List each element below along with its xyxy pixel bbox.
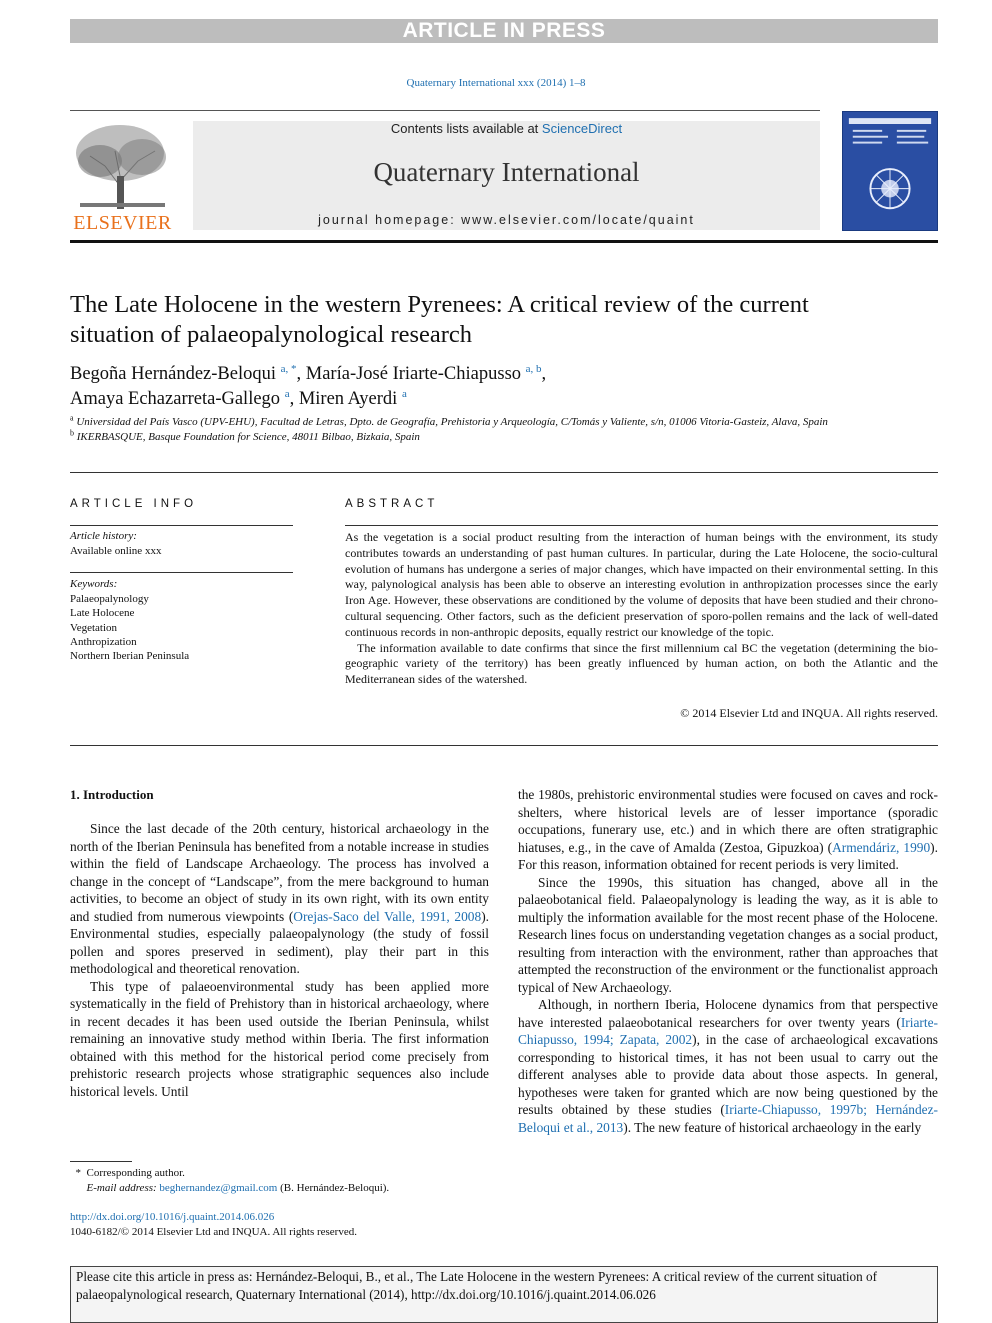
abstract-paragraph: The information available to date confirms that since the first millennium cal BC the vegetation (determining the bio-geographic variety of the territory) has been greatly influenced by human action, on both the Atlantic and the Mediterranean sides of the watershed. xyxy=(345,640,938,687)
body-text: Although, in northern Iberia, Holocene dynamics from that perspective have interested palaeobotanical researchers for over twenty years ( xyxy=(518,997,938,1030)
author-affil-mark[interactable]: a, * xyxy=(280,362,297,375)
author-name[interactable]: Begoña Hernández-Beloqui xyxy=(70,364,276,384)
body-text: ). For this reason, information obtained for recent periods is very limited. xyxy=(518,839,938,872)
body-text: ). Environmental studies, especially palaeopalynology (the study of fossil pollen and spores preserved in sediment), play their part in this methodological and theoretical renovation. xyxy=(70,908,489,976)
affiliation-b xyxy=(70,430,830,445)
journal-cover-thumbnail[interactable] xyxy=(842,111,938,231)
sciencedirect-link[interactable]: ScienceDirect xyxy=(541,121,623,136)
citation-text: Please cite this article in press as: Hernández-Beloqui, B., et al., The Late Holocene in the western Pyrenees: A critical review of the current situation of palaeopalynological research, Quaternary International (2014), http://dx.doi.org/10.1016/j.quaint.2014.06.026 xyxy=(76,1269,877,1302)
header-bottom-rule xyxy=(70,240,938,243)
author-name[interactable]: Miren Ayerdi xyxy=(298,389,398,409)
abstract-body xyxy=(345,530,938,688)
footnote-label: Corresponding author. xyxy=(86,1167,185,1179)
article-info-rule xyxy=(70,572,293,573)
affiliations xyxy=(70,415,830,445)
article-info-heading: ARTICLE INFO xyxy=(70,498,198,510)
keyword: Vegetation xyxy=(70,621,118,634)
body-column-left xyxy=(70,820,489,1100)
footnote-line xyxy=(70,1166,389,1181)
body-paragraph xyxy=(518,996,938,1136)
homepage-url[interactable]: www.elsevier.com/locate/quaint xyxy=(461,213,695,227)
homepage-prefix: journal homepage: xyxy=(318,213,462,227)
affiliation-a xyxy=(70,415,830,430)
footnote-email-line xyxy=(70,1181,389,1196)
keywords-label: Keywords: xyxy=(70,578,118,590)
citation-link[interactable]: Iriarte-Chiapusso, 1994; Zapata, 2002 xyxy=(518,1014,938,1047)
article-in-press-banner: ARTICLE IN PRESS xyxy=(70,19,938,43)
keyword: Palaeopalynology xyxy=(70,593,149,605)
contents-available-line xyxy=(193,121,820,136)
body-text: ). The new feature of historical archaeology in the early xyxy=(623,1119,922,1135)
body-paragraph xyxy=(518,874,938,997)
body-text: Since the last decade of the 20th century, historical archaeology in the north of the Iberian Peninsula has benefited from a notable increase in studies within the field of Landscape Archaeology. The process has involved a change in the concept of “Landscape”, from the mere background to human activities, to become an object of study in its own right, with its own entity and studied from numerous viewpoints ( xyxy=(70,821,489,924)
citation-link[interactable]: Orejas-Saco del Valle, 1991, 2008 xyxy=(293,908,482,924)
author-affil-mark[interactable]: a xyxy=(401,387,407,400)
affiliation-mark: b xyxy=(70,428,74,438)
author-name[interactable]: María-José Iriarte-Chiapusso xyxy=(305,364,522,384)
author-separator: , xyxy=(296,364,306,384)
header-top-rule xyxy=(70,110,820,111)
author-affil-mark[interactable]: a, b xyxy=(525,362,542,375)
journal-title: Quaternary International xyxy=(373,157,640,187)
footnote-mark: * xyxy=(75,1167,81,1179)
body-text: Since the 1990s, this situation has changed, above all in the palaeobotanical field. Palaeopalynology is leading the way, as it is able to multiply the information available for the most recent phase of the Holocene. Research lines focus on understanding vegetation changes as a social product, resulting from interaction with the environment, rather than approaches that attempted the reconstruction of the environment or the functionalist approach typical of New Archaeology. xyxy=(518,874,938,995)
section-rule xyxy=(70,472,938,473)
introduction-heading: 1. Introduction xyxy=(70,787,154,802)
email-label: E-mail address: xyxy=(86,1182,157,1194)
corresponding-author-footnote xyxy=(70,1166,389,1196)
citation-link[interactable]: Iriarte-Chiapusso, 1997b; Hernández-Beloqui et al., 2013 xyxy=(518,1102,938,1135)
keywords-list xyxy=(70,592,189,663)
email-link[interactable]: beghernandez@gmail.com xyxy=(159,1182,278,1194)
keyword: Northern Iberian Peninsula xyxy=(70,650,190,663)
author-separator: , xyxy=(541,364,547,384)
email-suffix: (B. Hernández-Beloqui). xyxy=(277,1182,390,1194)
footnote-rule xyxy=(70,1161,132,1162)
citation-link[interactable]: Armendáriz, 1990 xyxy=(832,839,931,855)
journal-homepage-line xyxy=(193,213,820,227)
abstract-paragraph: As the vegetation is a social product resulting from the interaction of human beings with the environment, its study contributes towards an understanding of past human cultures. In particular, during the Late Holocene, the socio-cultural evolution of humans has undergone a series of major changes, which have impacted on their environmental setting. In this way, palynological analysis has been able to observe an interesting evolution in anthropization processes since the early Iron Age. However, these observations are conditioned by the volume of deposits that have been studied and their chrono-cultural sequencing. Other factors, such as the deficient preservation of sporo-pollen remains and the lack of well-dated continuous records in non-anthropic deposits, equally restrict our knowledge of the topic. xyxy=(345,530,938,639)
author-name[interactable]: Amaya Echazarreta-Gallego xyxy=(70,389,281,409)
abstract-rule xyxy=(345,525,938,526)
body-paragraph xyxy=(70,978,489,1101)
keyword: Anthropization xyxy=(70,635,137,648)
article-info-rule xyxy=(70,525,293,526)
article-title: The Late Holocene in the western Pyrenees: A critical review of the current situation of palaeopalynological research xyxy=(70,291,809,348)
issn-copyright-line: 1040-6182/© 2014 Elsevier Ltd and INQUA. All rights reserved. xyxy=(70,1226,357,1238)
abstract-copyright: © 2014 Elsevier Ltd and INQUA. All rights reserved. xyxy=(680,706,938,720)
affiliation-text: Universidad del País Vasco (UPV-EHU), Facultad de Letras, Dpto. de Geografía, Prehistoria y Arqueología, C/Tomás y Valiente, s/n, 01006 Vitoria-Gasteiz, Alava, Spain xyxy=(76,416,828,428)
journal-reference-link[interactable]: Quaternary International xxx (2014) 1–8 xyxy=(406,77,586,89)
affiliation-mark: a xyxy=(70,413,74,423)
article-history-value: Available online xxx xyxy=(70,545,162,557)
keyword: Late Holocene xyxy=(70,607,135,620)
author-list xyxy=(70,362,890,412)
article-history-label: Article history: xyxy=(70,530,137,542)
body-column-right xyxy=(518,786,938,1136)
body-text: the 1980s, prehistoric environmental studies were focused on caves and rock-shelters, where historical levels are of lesser importance (sporadic occupations, funerary use, etc.) and in which there are often stratigraphic hiatuses, e.g., in the cave of Amalda (Zestoa, Gipuzkoa) ( xyxy=(518,787,938,855)
elsevier-wordmark: ELSEVIER xyxy=(73,212,172,234)
contents-prefix: Contents lists available at xyxy=(390,121,542,136)
body-text: This type of palaeoenvironmental study has been applied more systematically in the field of Prehistory than in historical archaeology, where in recent decades it has been used outside the Iberian Peninsula, whilst remaining an innovative study method within Iberia. The first information obtained with this method for the historical period come precisely from prehistoric research projects whose stratigraphic sequences also include historical levels. Until xyxy=(70,978,489,1099)
abstract-heading: ABSTRACT xyxy=(345,498,439,510)
author-separator: , xyxy=(289,389,299,409)
affiliation-text: IKERBASQUE, Basque Foundation for Science, 48011 Bilbao, Bizkaia, Spain xyxy=(76,431,420,443)
section-rule xyxy=(70,745,938,746)
doi-link[interactable]: http://dx.doi.org/10.1016/j.quaint.2014.06.026 xyxy=(70,1211,275,1223)
body-paragraph xyxy=(70,820,489,978)
author-affil-mark[interactable]: a xyxy=(284,387,290,400)
body-paragraph xyxy=(518,786,938,874)
body-text: ), in the case of archaeological excavations corresponding to historical times, it has not been usual to carry out the different analyses able to provide data about those aspects. In general, hypotheses were taken for granted which are now being questioned by the results obtained by these studies ( xyxy=(518,1032,938,1117)
